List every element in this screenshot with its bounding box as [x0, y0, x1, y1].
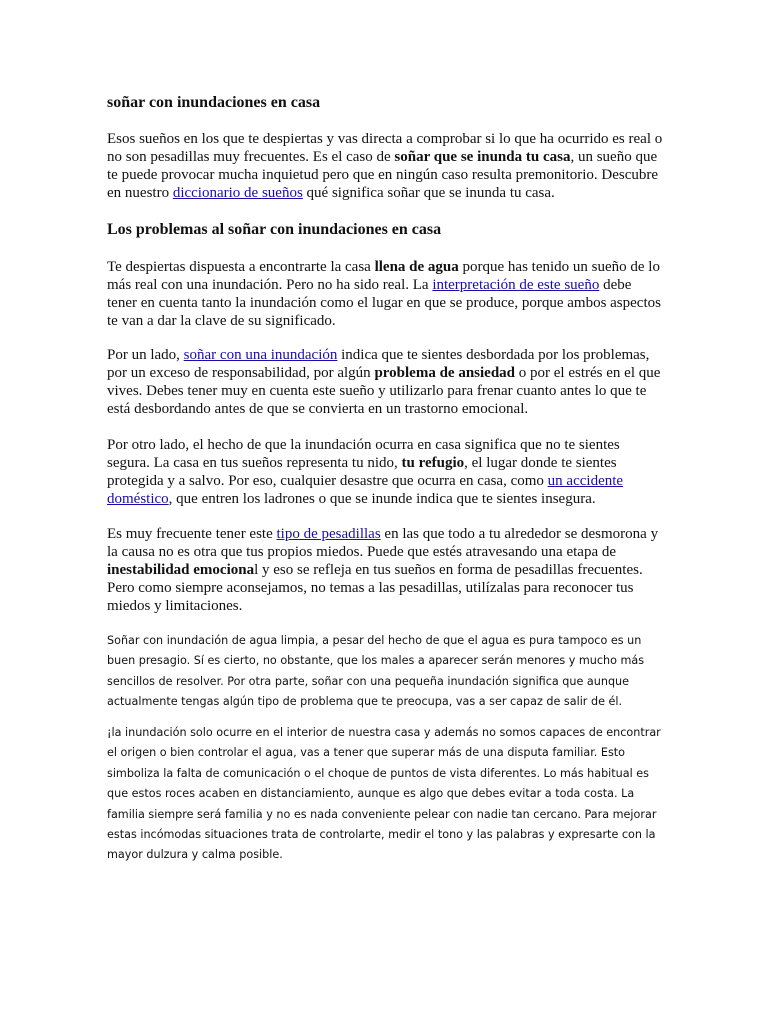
bold-phrase: tu refugio: [401, 455, 465, 471]
intro-paragraph: Esos sueños en los que te despiertas y vas directa a comprobar si lo que ha ocurrido es real o no son pesadillas muy frecuentes. Es el caso de soñar que se inunda tu casa, un sueño que te puede provocar mucha inquietud pero que en ningún caso resulta premonitorio. Descubre en nuestro diccionario de sueños qué significa soñar que se inunda tu casa.: [107, 131, 663, 201]
section-heading: Los problemas al soñar con inundaciones en casa: [107, 221, 442, 238]
paragraph-1: Te despiertas dispuesta a encontrarte la casa llena de agua porque has tenido un sueño de lo más real con una inundación. Pero no ha sido real. La interpretación de este sueño debe tener en cuenta tanto la inundación como el lugar en que se produce, porque ambos aspectos te van a dar la clave de su significado.: [107, 259, 661, 329]
bold-phrase: problema de ansiedad: [374, 365, 516, 381]
paragraph-3: Por otro lado, el hecho de que la inundación ocurra en casa significa que no te sientes segura. La casa en tus sueños representa tu nido, tu refugio, el lugar donde te sientes protegida y a salvo. Por eso, cualquier desastre que ocurra en casa, como un accidente doméstico, que entren los ladrones o que se inunde indica que te sientes insegura.: [107, 437, 624, 507]
paragraph-2: Por un lado, soñar con una inundación indica que te sientes desbordada por los problemas, por un exceso de responsabilidad, por algún problema de ansiedad o por el estrés en el que vives. Debes tener muy en cuenta este sueño y utilizarlo para frenar cuanto antes lo que te está desbordando antes de que se convierta en un trastorno emocional.: [107, 347, 661, 417]
article-title: soñar con inundaciones en casa: [107, 94, 321, 111]
paragraph-6: ¡la inundación solo ocurre en el interior de nuestra casa y además no somos capaces de encontrar el origen o bien controlar el agua, vas a tener que superar más de una disputa familiar. Esto simboliza la falta de comunicación o el choque de puntos de vista diferentes. Lo más habitual es que estos roces acaben en distanciamiento, aunque es algo que debes evitar a toda costa. La familia siempre será familia y no es nada conveniente pelear con nadie tan cercano. Para mejorar estas incómodas situaciones trata de controlarte, medir el tono y las palabras y expresarte con la mayor dulzura y calma posible.: [107, 726, 661, 862]
dictionary-link[interactable]: diccionario de sueños: [172, 185, 303, 201]
domestic-accident-link[interactable]: un accidente doméstico: [107, 473, 624, 507]
paragraph-5: Soñar con inundación de agua limpia, a pesar del hecho de que el agua es pura tampoco es un buen presagio. Sí es cierto, no obstante, que los males a aparecer serán menores y mucho más sencillos de resolver. Por otra parte, soñar con una pequeña inundación significa que aunque actualmente tengas algún tipo de problema que te preocupa, vas a ser capaz de salir de él.: [107, 634, 645, 709]
bold-phrase: llena de agua: [374, 259, 459, 275]
interpretation-link[interactable]: interpretación de este sueño: [432, 277, 600, 293]
bold-phrase: soñar que se inunda tu casa: [394, 149, 571, 165]
bold-phrase: inestabilidad emociona: [107, 562, 255, 578]
flood-dream-link[interactable]: soñar con una inundación: [183, 347, 338, 363]
nightmares-link[interactable]: tipo de pesadillas: [276, 526, 381, 542]
paragraph-4: Es muy frecuente tener este tipo de pesadillas en las que todo a tu alrededor se desmorona y la causa no es otra que tus propios miedos. Puede que estés atravesando una etapa de inestabilidad emocional y eso se refleja en tus sueños en forma de pesadillas frecuentes. Pero como siempre aconsejamos, no temas a las pesadillas, utilízalas para reconocer tus miedos y limitaciones.: [107, 526, 659, 614]
